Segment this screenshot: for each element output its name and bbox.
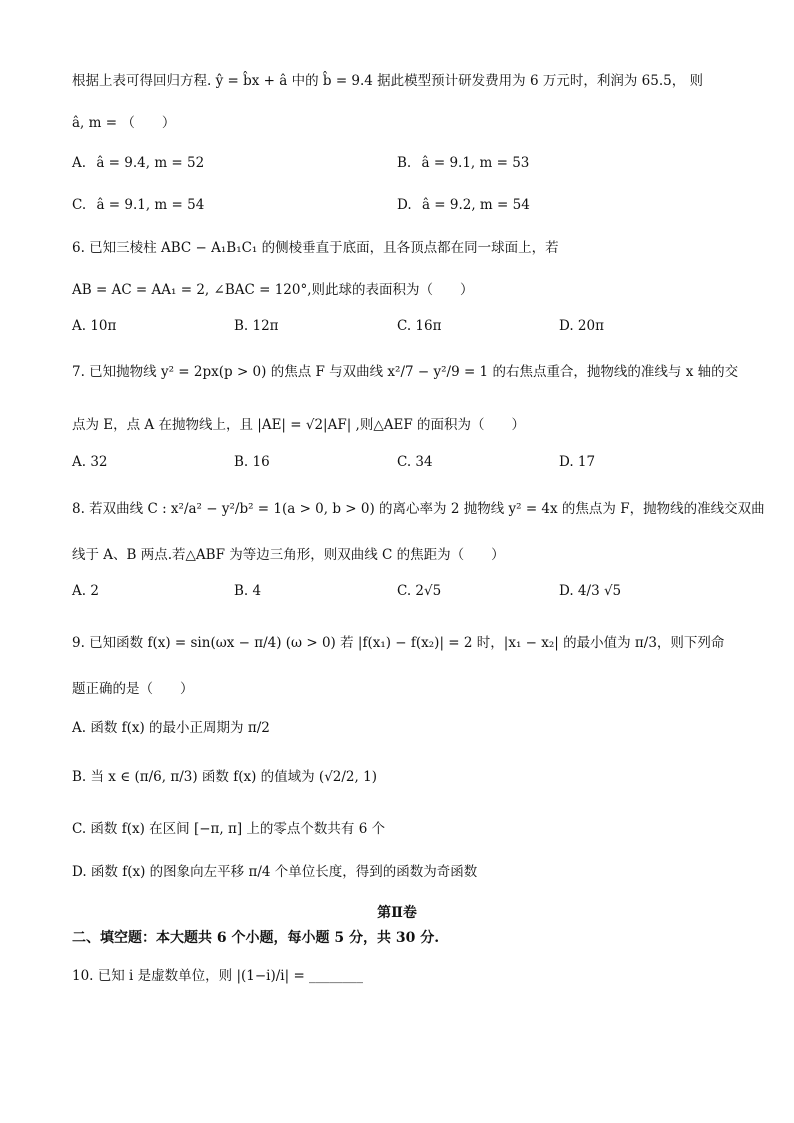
q5-option-c — [72, 199, 204, 213]
q6-option-c: C. 16π — [397, 318, 442, 334]
q7-option-c: C. 34 — [397, 454, 433, 470]
section-2-heading: 二、填空题：本大题共 6 个小题，每小题 5 分，共 30 分. — [72, 930, 440, 946]
q6-option-a: A. 10π — [72, 318, 117, 334]
q10-line: 10. 已知 i 是虚数单位，则 |(1−i)/i| = ________ — [72, 968, 364, 984]
option-text: â = 9.1, m = 54 — [96, 197, 205, 213]
q5-option-a — [72, 157, 204, 171]
option-label: B. — [397, 155, 412, 171]
part-2-title: 第Ⅱ卷 — [377, 905, 417, 921]
q5-option-b — [397, 157, 529, 171]
q8-option-a: A. 2 — [72, 583, 99, 599]
q9-option-c: C. 函数 f(x) 在区间 [−π, π] 上的零点个数共有 6 个 — [72, 821, 386, 837]
option-label: C. — [72, 197, 87, 213]
q9-option-d: D. 函数 f(x) 的图象向左平移 π/4 个单位长度，得到的函数为奇函数 — [72, 864, 478, 880]
option-label: A. — [72, 155, 87, 171]
option-text: â = 9.4, m = 52 — [96, 155, 205, 171]
q9-option-a: A. 函数 f(x) 的最小正周期为 π/2 — [72, 720, 270, 736]
q6-line-1: 6. 已知三棱柱 ABC − A₁B₁C₁ 的侧棱垂直于底面，且各顶点都在同一球面上，若 — [72, 240, 559, 256]
q9-line-2: 题正确的是（ ） — [72, 681, 194, 697]
q7-option-b: B. 16 — [234, 454, 270, 470]
q7-line-2: 点为 E，点 A 在抛物线上，且 |AE| = √2|AF| ,则△AEF 的面积为（ ） — [72, 417, 525, 433]
q9-option-b: B. 当 x ∈ (π/6, π/3) 函数 f(x) 的值域为 (√2/2, 1) — [72, 769, 377, 785]
q9-line-1: 9. 已知函数 f(x) = sin(ωx − π/4) (ω > 0) 若 |f(x₁) − f(x₂)| = 2 时，|x₁ − x₂| 的最小值为 π/3，则下列命 — [72, 635, 725, 651]
q8-option-b: B. 4 — [234, 583, 262, 599]
q7-option-d: D. 17 — [559, 454, 596, 470]
q6-option-b: B. 12π — [234, 318, 279, 334]
option-text: â = 9.2, m = 54 — [421, 197, 530, 213]
option-label: D. — [397, 197, 412, 213]
intro-line-2: â, m = （ ） — [72, 115, 176, 131]
option-text: â = 9.1, m = 53 — [421, 155, 530, 171]
q7-option-a: A. 32 — [72, 454, 108, 470]
q6-line-2: AB = AC = AA₁ = 2, ∠BAC = 120°,则此球的表面积为（ ） — [72, 282, 474, 298]
q7-line-1: 7. 已知抛物线 y² = 2px(p > 0) 的焦点 F 与双曲线 x²/7 − y²/9 = 1 的右焦点重合，抛物线的准线与 x 轴的交 — [72, 364, 739, 380]
q8-line-1: 8. 若双曲线 C : x²/a² − y²/b² = 1(a > 0, b > 0) 的离心率为 2 抛物线 y² = 4x 的焦点为 F，抛物线的准线交双曲 — [72, 501, 765, 517]
q8-option-d: D. 4/3 √5 — [559, 583, 622, 599]
intro-line-1: 根据上表可得回归方程. ŷ = b̂x + â 中的 b̂ = 9.4 据此模型预计研发费用为 6 万元时，利润为 65.5， 则 — [72, 73, 703, 89]
q6-option-d: D. 20π — [559, 318, 604, 334]
q5-option-d — [397, 199, 530, 213]
q8-option-c: C. 2√5 — [397, 583, 442, 599]
q8-line-2: 线于 A、B 两点.若△ABF 为等边三角形，则双曲线 C 的焦距为（ ） — [72, 547, 505, 563]
